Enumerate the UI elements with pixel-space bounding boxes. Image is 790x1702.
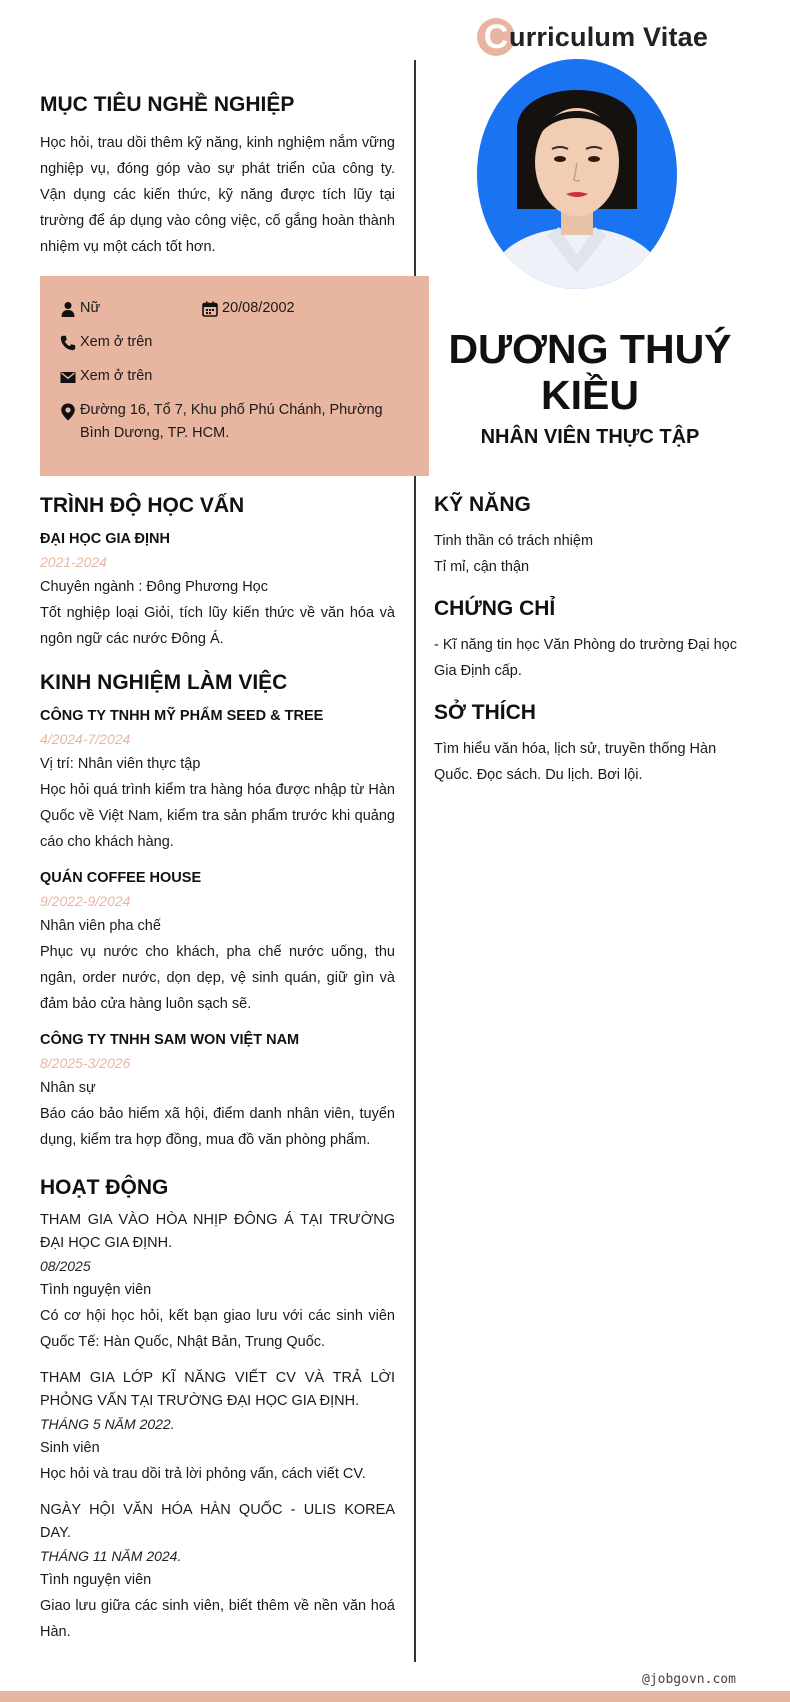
certificates-section bbox=[434, 596, 754, 684]
skill-item: Tinh thần có trách nhiệm bbox=[434, 533, 594, 549]
education-period: 2021-2024 bbox=[40, 554, 107, 570]
experience-role: Nhân sự bbox=[40, 1080, 96, 1096]
experience-desc: Học hỏi quá trình kiểm tra hàng hóa được nhập từ Hàn Quốc về Việt Nam, kiểm tra sản phẩm trước khi quảng cáo cho khách hàng. bbox=[40, 782, 395, 850]
activity-desc: Giao lưu giữa các sinh viên, biết thêm về nền văn hoá Hàn. bbox=[40, 1598, 395, 1640]
experience-item bbox=[40, 1030, 395, 1153]
activity-item bbox=[40, 1367, 395, 1487]
objective-text: Học hỏi, trau dồi thêm kỹ năng, kinh nghiệm nắm vững nghiệp vụ, đóng góp vào sự phát triển của công ty. Vận dụng các kiến thức, kỹ năng được tích lũy tại trường để áp dụng vào công việc, cố gắng hoàn thành nhiệm vụ một cách tốt hơn. bbox=[40, 135, 395, 255]
skills-section bbox=[434, 492, 754, 580]
activities-section bbox=[40, 1175, 395, 1645]
activity-role: Tình nguyện viên bbox=[40, 1572, 152, 1588]
hobbies-text: Tìm hiểu văn hóa, lịch sử, truyền thống Hàn Quốc. Đọc sách. Du lịch. Bơi lội. bbox=[434, 741, 717, 783]
certificate-text: - Kĩ năng tin học Văn Phòng do trường Đại học Gia Định cấp. bbox=[434, 637, 737, 679]
phone-icon bbox=[60, 335, 76, 351]
envelope-icon bbox=[60, 369, 76, 385]
footer-bar bbox=[0, 1691, 790, 1702]
activity-desc: Có cơ hội học hỏi, kết bạn giao lưu với các sinh viên Quốc Tế: Hàn Quốc, Nhật Bản, Trung Quốc. bbox=[40, 1308, 395, 1350]
phone-value: Xem ở trên bbox=[80, 334, 153, 350]
activity-name: THAM GIA LỚP KĨ NĂNG VIẾT CV VÀ TRẢ LỜI PHỎNG VẤN TẠI TRƯỜNG ĐẠI HỌC GIA ĐỊNH. bbox=[40, 1370, 395, 1409]
person-icon bbox=[60, 301, 76, 317]
activity-date: THÁNG 11 NĂM 2024. bbox=[40, 1548, 182, 1564]
experience-period: 8/2025-3/2026 bbox=[40, 1055, 131, 1071]
hobbies-title: SỞ THÍCH bbox=[434, 701, 536, 724]
experience-title: KINH NGHIỆM LÀM VIỆC bbox=[40, 671, 288, 694]
activity-role: Tình nguyện viên bbox=[40, 1282, 152, 1298]
personal-info-box bbox=[40, 276, 429, 476]
activity-item bbox=[40, 1209, 395, 1355]
experience-item bbox=[40, 868, 395, 1017]
candidate-title: NHÂN VIÊN THỰC TẬP bbox=[480, 426, 700, 448]
birthdate-row bbox=[202, 297, 295, 320]
activity-item bbox=[40, 1499, 395, 1645]
skill-item: Tỉ mỉ, cận thận bbox=[434, 559, 530, 575]
candidate-name: DƯƠNG THUÝ KIỀU bbox=[448, 326, 732, 418]
company-name: CÔNG TY TNHH MỸ PHẨM SEED & TREE bbox=[40, 708, 324, 724]
experience-role: Vị trí: Nhân viên thực tập bbox=[40, 756, 201, 772]
activity-desc: Học hỏi và trau dồi trả lời phỏng vấn, cách viết CV. bbox=[40, 1466, 366, 1482]
education-section bbox=[40, 493, 395, 652]
cv-logo bbox=[477, 16, 708, 58]
gender-value: Nữ bbox=[80, 300, 101, 316]
objective-title: MỤC TIÊU NGHỀ NGHIỆP bbox=[40, 93, 295, 116]
experience-period: 9/2022-9/2024 bbox=[40, 893, 131, 909]
activity-role: Sinh viên bbox=[40, 1440, 100, 1456]
experience-item bbox=[40, 706, 395, 855]
address-value: Đường 16, Tổ 7, Khu phố Phú Chánh, Phường Bình Dương, TP. HCM. bbox=[80, 402, 383, 441]
profile-photo bbox=[477, 59, 677, 289]
education-desc: Tốt nghiệp loại Giỏi, tích lũy kiến thức về văn hóa và ngôn ngữ các nước Đông Á. bbox=[40, 605, 395, 647]
company-name: QUÁN COFFEE HOUSE bbox=[40, 870, 202, 886]
certificates-title: CHỨNG CHỈ bbox=[434, 597, 556, 620]
education-major: Chuyên ngành : Đông Phương Học bbox=[40, 579, 268, 595]
activity-date: 08/2025 bbox=[40, 1258, 91, 1274]
activity-name: THAM GIA VÀO HÒA NHỊP ĐÔNG Á TẠI TRƯỜNG ĐẠI HỌC GIA ĐỊNH. bbox=[40, 1212, 395, 1251]
education-title: TRÌNH ĐỘ HỌC VẤN bbox=[40, 494, 245, 517]
experience-desc: Báo cáo bảo hiểm xã hội, điểm danh nhân viên, tuyển dụng, kiểm tra hợp đồng, mua đồ văn phòng phẩm. bbox=[40, 1106, 395, 1148]
logo-text: urriculum Vitae bbox=[509, 21, 709, 52]
calendar-icon bbox=[202, 301, 218, 317]
experience-period: 4/2024-7/2024 bbox=[40, 731, 131, 747]
phone-row bbox=[60, 331, 152, 354]
skills-title: KỸ NĂNG bbox=[434, 493, 531, 516]
school-name: ĐẠI HỌC GIA ĐỊNH bbox=[40, 531, 170, 547]
gender-row bbox=[60, 297, 100, 320]
email-row bbox=[60, 365, 152, 388]
logo-initial: C bbox=[477, 18, 515, 56]
experience-role: Nhân viên pha chế bbox=[40, 918, 161, 934]
experience-desc: Phục vụ nước cho khách, pha chế nước uống, thu ngân, order nước, dọn dẹp, vệ sinh quán, giữ gìn và đảm bảo cửa hàng luôn sạch sẽ. bbox=[40, 944, 395, 1012]
company-name: CÔNG TY TNHH SAM WON VIỆT NAM bbox=[40, 1032, 300, 1048]
hobbies-section bbox=[434, 700, 754, 788]
address-row bbox=[60, 399, 390, 445]
site-watermark: @jobgovn.com bbox=[642, 1672, 736, 1687]
activity-date: THÁNG 5 NĂM 2022. bbox=[40, 1416, 175, 1432]
activities-title: HOẠT ĐỘNG bbox=[40, 1176, 169, 1199]
experience-section bbox=[40, 670, 395, 1153]
birthdate-value: 20/08/2002 bbox=[222, 300, 295, 316]
map-pin-icon bbox=[60, 403, 76, 421]
activity-name: NGÀY HỘI VĂN HÓA HÀN QUỐC - ULIS KOREA DAY. bbox=[40, 1502, 395, 1541]
email-value: Xem ở trên bbox=[80, 368, 153, 384]
objective-section bbox=[40, 92, 395, 260]
